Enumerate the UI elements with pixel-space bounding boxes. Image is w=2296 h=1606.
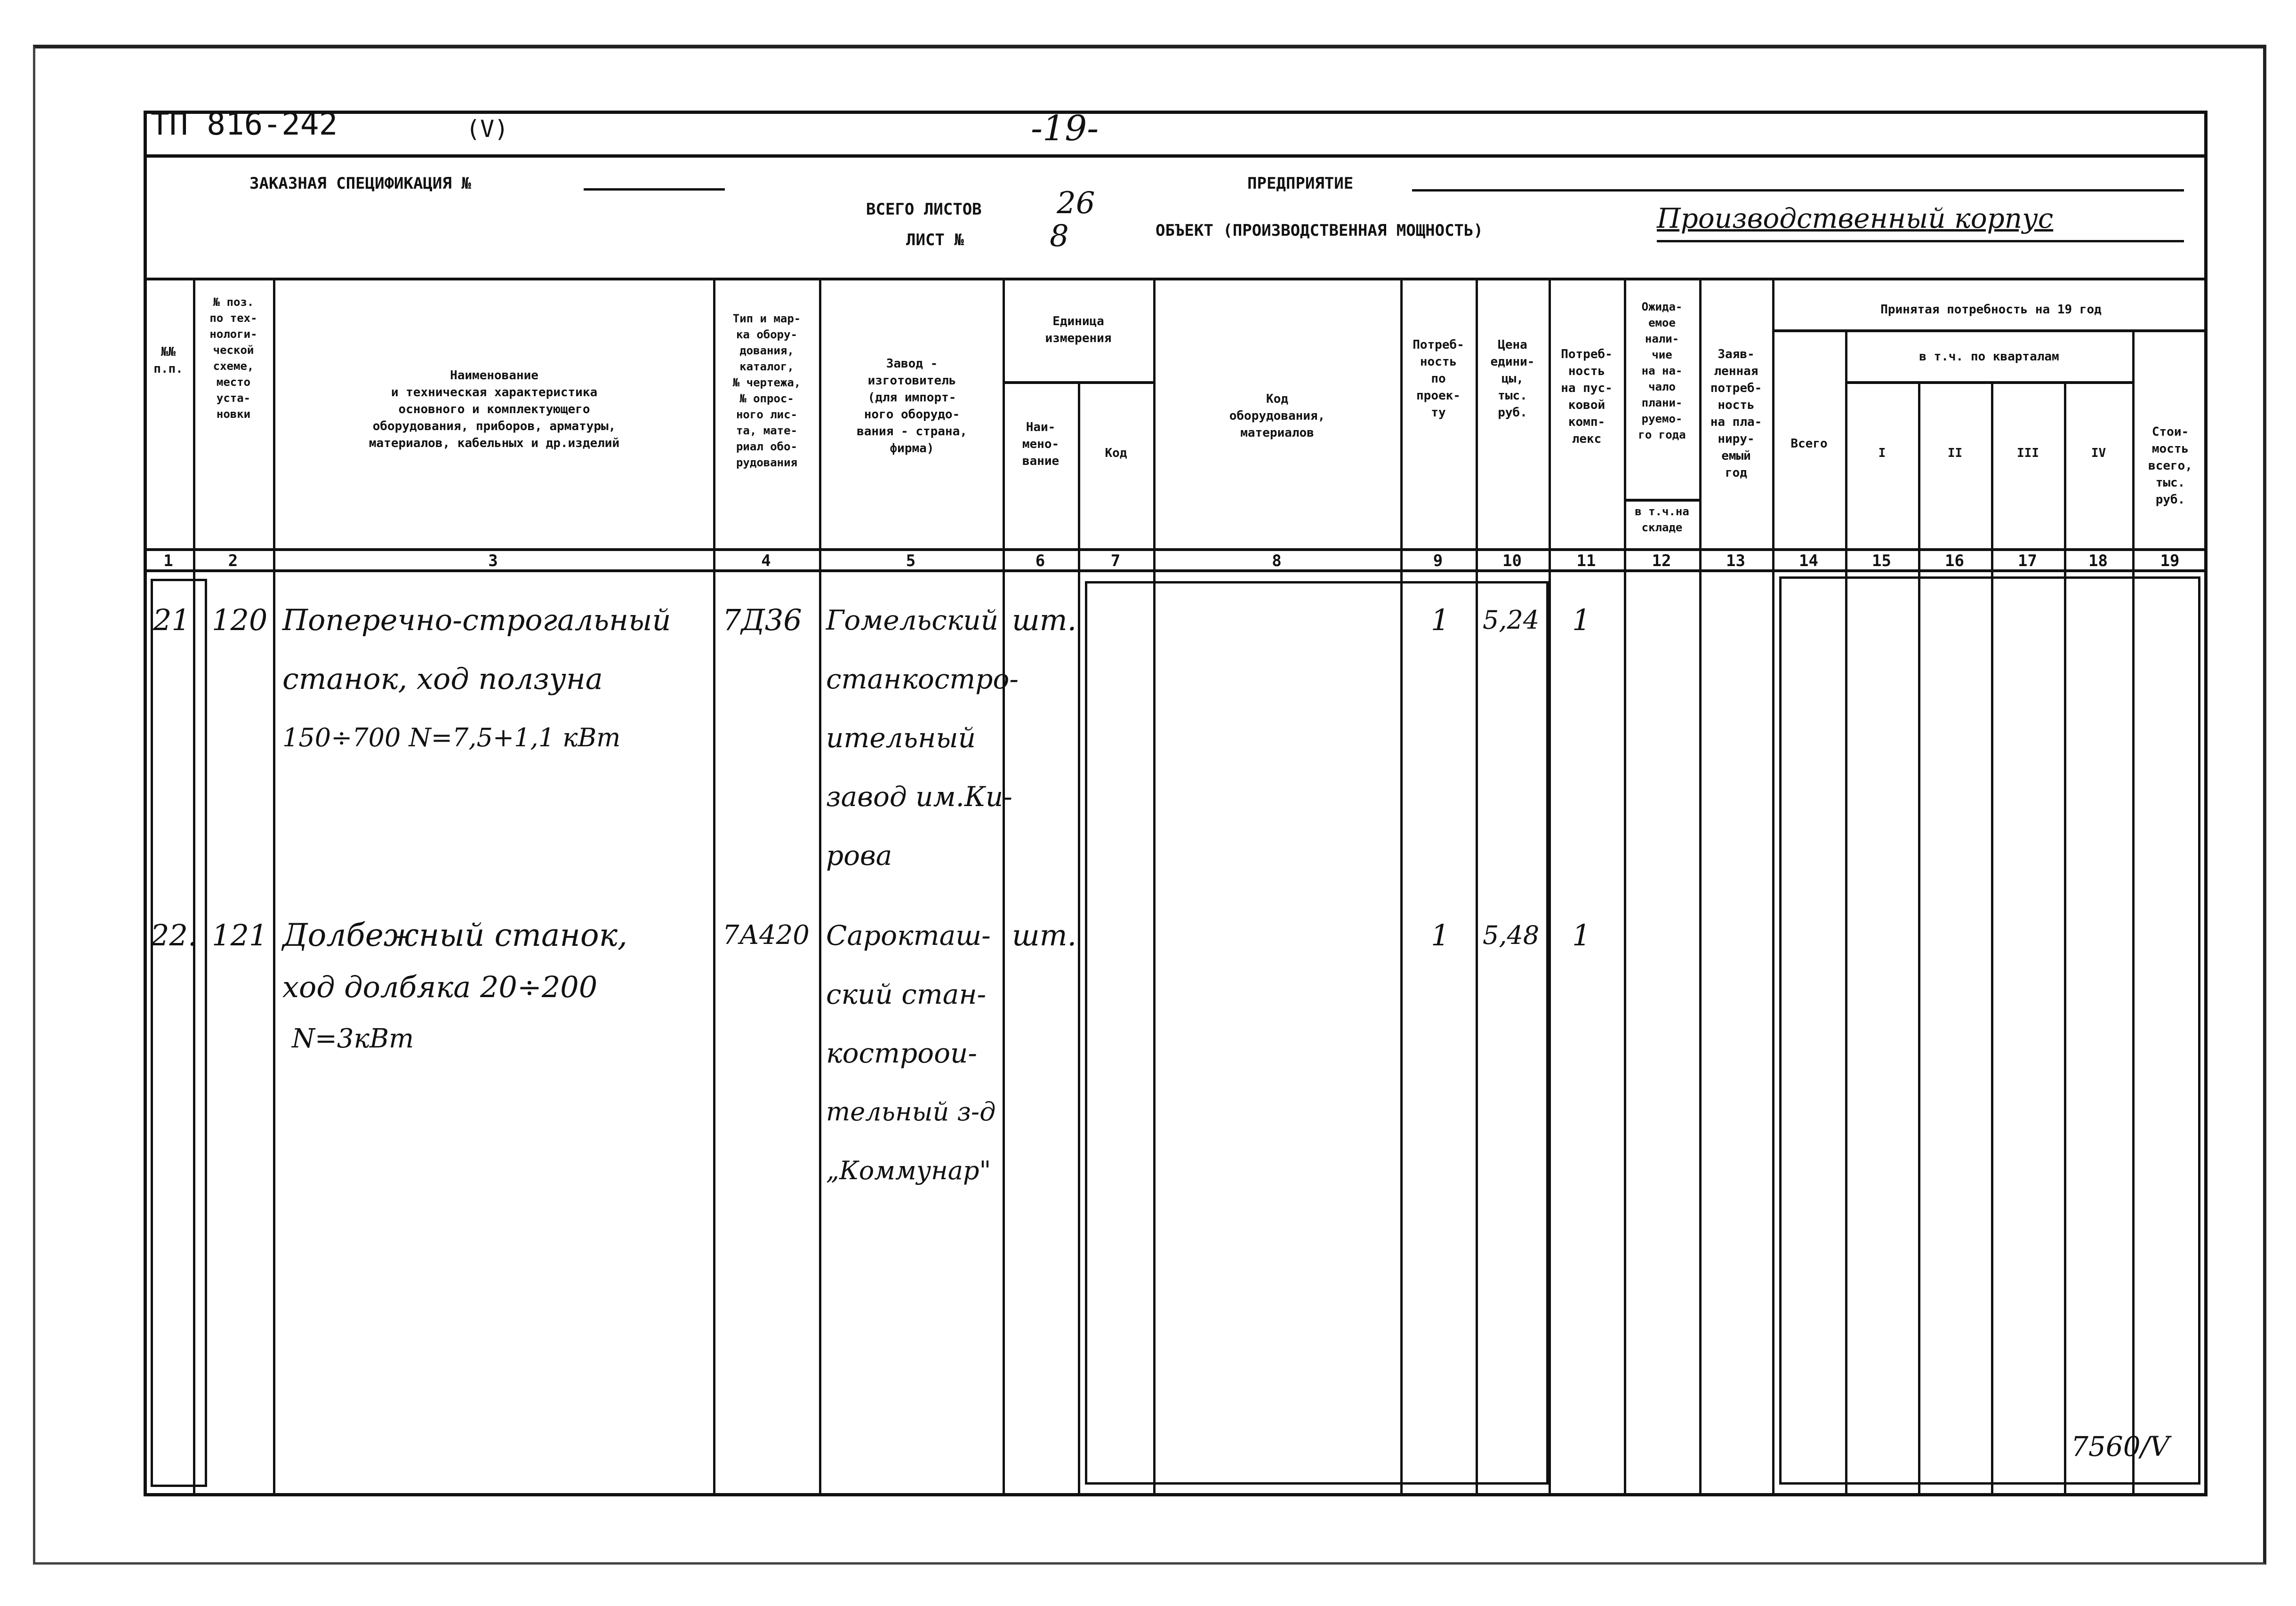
col-header-15: I bbox=[1878, 446, 1886, 460]
row-name-line: ход долбяка 20÷200 bbox=[282, 970, 598, 1004]
inner-box-mid bbox=[1085, 581, 1549, 1485]
row-unit: шт. bbox=[1012, 603, 1077, 637]
row-maker-line: станкостро- bbox=[826, 663, 1019, 695]
col-header-12a: Ожида- емое нали- чие на на- чало плани- руемо- го года bbox=[1638, 300, 1686, 441]
need-group-header: Принятая потребность на 19 год bbox=[1880, 303, 2102, 317]
row-no: 22. bbox=[151, 918, 197, 952]
col-number: 11 bbox=[1576, 551, 1596, 570]
col-header-18: IV bbox=[2091, 446, 2106, 460]
col-number: 12 bbox=[1652, 551, 1671, 570]
col-header-11: Потреб- ность на пус- ковой комп- лекс bbox=[1561, 347, 1613, 446]
row-maker-line: ский стан- bbox=[826, 978, 987, 1010]
col-header-14: Всего bbox=[1790, 437, 1828, 451]
col-number: 6 bbox=[1035, 551, 1045, 570]
col-header-4: Тип и мар- ка обору- дования, каталог, № чертежа, № опрос- ного лис- та, мате- риал обо- рудования bbox=[732, 312, 801, 469]
col-line-10 bbox=[1549, 278, 1551, 1496]
total-sheets-value: 26 bbox=[1057, 186, 1095, 221]
quarters-group-line bbox=[1845, 381, 2132, 384]
object-label: ОБЪЕКТ (ПРОИЗВОДСТВЕННАЯ МОЩНОСТЬ) bbox=[1156, 221, 1483, 240]
col-header-19: Стои- мость всего, тыс. руб. bbox=[2148, 425, 2192, 507]
col-header-6: Наи- мено- вание bbox=[1022, 420, 1060, 468]
col-number: 5 bbox=[906, 551, 916, 570]
unit-group-line bbox=[1003, 381, 1153, 384]
row-pos: 121 bbox=[212, 918, 268, 952]
archive-number: 7560/V bbox=[2071, 1430, 2170, 1462]
col-number: 10 bbox=[1502, 551, 1522, 570]
col-line-6 bbox=[1078, 381, 1080, 1496]
row-need: 1 bbox=[1431, 603, 1450, 637]
row-name-line: 150÷700 N=7,5+1,1 кВт bbox=[282, 723, 621, 752]
row-maker-line: Гомельский bbox=[826, 604, 999, 636]
spec-number-line bbox=[584, 188, 725, 191]
row-name-line: станок, ход ползуна bbox=[282, 662, 603, 696]
col-number: 13 bbox=[1726, 551, 1745, 570]
col-number: 1 bbox=[163, 551, 173, 570]
col-header-10: Цена едини- цы, тыс. руб. bbox=[1490, 338, 1535, 420]
col-line-13 bbox=[1772, 278, 1774, 1496]
row-launch: 1 bbox=[1572, 603, 1591, 637]
col-number: 4 bbox=[761, 551, 771, 570]
doc-code: ТП 816-242 bbox=[151, 106, 338, 142]
enterprise-line bbox=[1412, 189, 2184, 192]
row-maker-line: рова bbox=[826, 839, 892, 871]
col-number: 14 bbox=[1799, 551, 1818, 570]
page-number: -19- bbox=[1031, 108, 1099, 149]
row-launch: 1 bbox=[1572, 918, 1591, 952]
col-number: 15 bbox=[1872, 551, 1891, 570]
col-number: 8 bbox=[1272, 551, 1282, 570]
col-header-3: Наименование и техническая характеристика основного и комплектующего оборудования, приборов, арматуры, материалов, кабельных и др.изделий bbox=[369, 368, 620, 450]
col-header-9: Потреб- ность по проек- ту bbox=[1413, 338, 1464, 420]
col-number: 18 bbox=[2088, 551, 2108, 570]
col-header-8: Код оборудования, материалов bbox=[1229, 392, 1325, 440]
col-number: 19 bbox=[2160, 551, 2180, 570]
row-price: 5,24 bbox=[1483, 605, 1540, 635]
row-name-line: Поперечно-строгальный bbox=[282, 603, 671, 637]
col-line-4 bbox=[819, 278, 821, 1496]
unit-group-header: Единица измерения bbox=[1045, 314, 1112, 345]
row-pos: 120 bbox=[212, 603, 268, 637]
col-number: 16 bbox=[1945, 551, 1964, 570]
col-header-13: Заяв- ленная потреб- ность на пла- ниру- емый год bbox=[1710, 347, 1762, 480]
sheet-value: 8 bbox=[1050, 219, 1069, 254]
header-bottom-line bbox=[144, 548, 2208, 551]
col12-split-line bbox=[1624, 499, 1699, 502]
row-name-line: N=3кВт bbox=[292, 1023, 414, 1054]
row-maker-line: Сарокташ- bbox=[826, 919, 991, 951]
row-maker-line: ительный bbox=[826, 722, 976, 754]
object-line bbox=[1657, 240, 2184, 242]
spec-label: ЗАКАЗНАЯ СПЕЦИФИКАЦИЯ № bbox=[249, 174, 471, 193]
row-type: 7Д36 bbox=[723, 603, 802, 637]
col-line-11 bbox=[1624, 278, 1626, 1496]
col-header-1: №№ п.п. bbox=[153, 345, 183, 376]
doc-variant: (V) bbox=[466, 115, 509, 143]
inner-box-right bbox=[1779, 576, 2200, 1485]
row-need: 1 bbox=[1431, 918, 1450, 952]
col-header-12b: в т.ч.на складе bbox=[1635, 505, 1689, 534]
col-number: 17 bbox=[2018, 551, 2037, 570]
col-header-17: III bbox=[2017, 446, 2039, 460]
col-number: 3 bbox=[488, 551, 498, 570]
quarters-group-header: в т.ч. по кварталам bbox=[1919, 350, 2059, 364]
col-number: 2 bbox=[228, 551, 238, 570]
row-type: 7А420 bbox=[723, 920, 810, 951]
col-line-2 bbox=[273, 278, 275, 1496]
row-maker-line: костроои- bbox=[826, 1037, 977, 1069]
row-maker-line: „Коммунар" bbox=[826, 1156, 991, 1185]
enterprise-label: ПРЕДПРИЯТИЕ bbox=[1247, 174, 1354, 193]
col-number: 7 bbox=[1110, 551, 1121, 570]
col-header-16: II bbox=[1947, 446, 1963, 460]
row-price: 5,48 bbox=[1483, 920, 1540, 950]
col-header-2: № поз. по тех- нологи- ческой схеме, место уста- новки bbox=[209, 296, 257, 421]
row-unit: шт. bbox=[1012, 918, 1077, 952]
object-value: Производственный корпус bbox=[1657, 202, 2054, 234]
col-header-7: Код bbox=[1105, 446, 1127, 460]
row-name-line: Долбежный станок, bbox=[282, 917, 627, 953]
row-maker-line: завод им.Ки- bbox=[826, 781, 1012, 813]
table-top-line bbox=[144, 278, 2208, 280]
sheet-label: ЛИСТ № bbox=[906, 231, 964, 249]
row-maker-line: тельный з-д bbox=[826, 1097, 996, 1127]
row-no: 21 bbox=[153, 603, 190, 637]
col-header-5: Завод - изготовитель (для импорт- ного оборудо- вания - страна, фирма) bbox=[857, 357, 967, 455]
total-sheets-label: ВСЕГО ЛИСТОВ bbox=[866, 200, 982, 219]
need-group-line bbox=[1772, 329, 2208, 332]
inner-box-col1 bbox=[151, 579, 207, 1487]
col-number: 9 bbox=[1433, 551, 1443, 570]
